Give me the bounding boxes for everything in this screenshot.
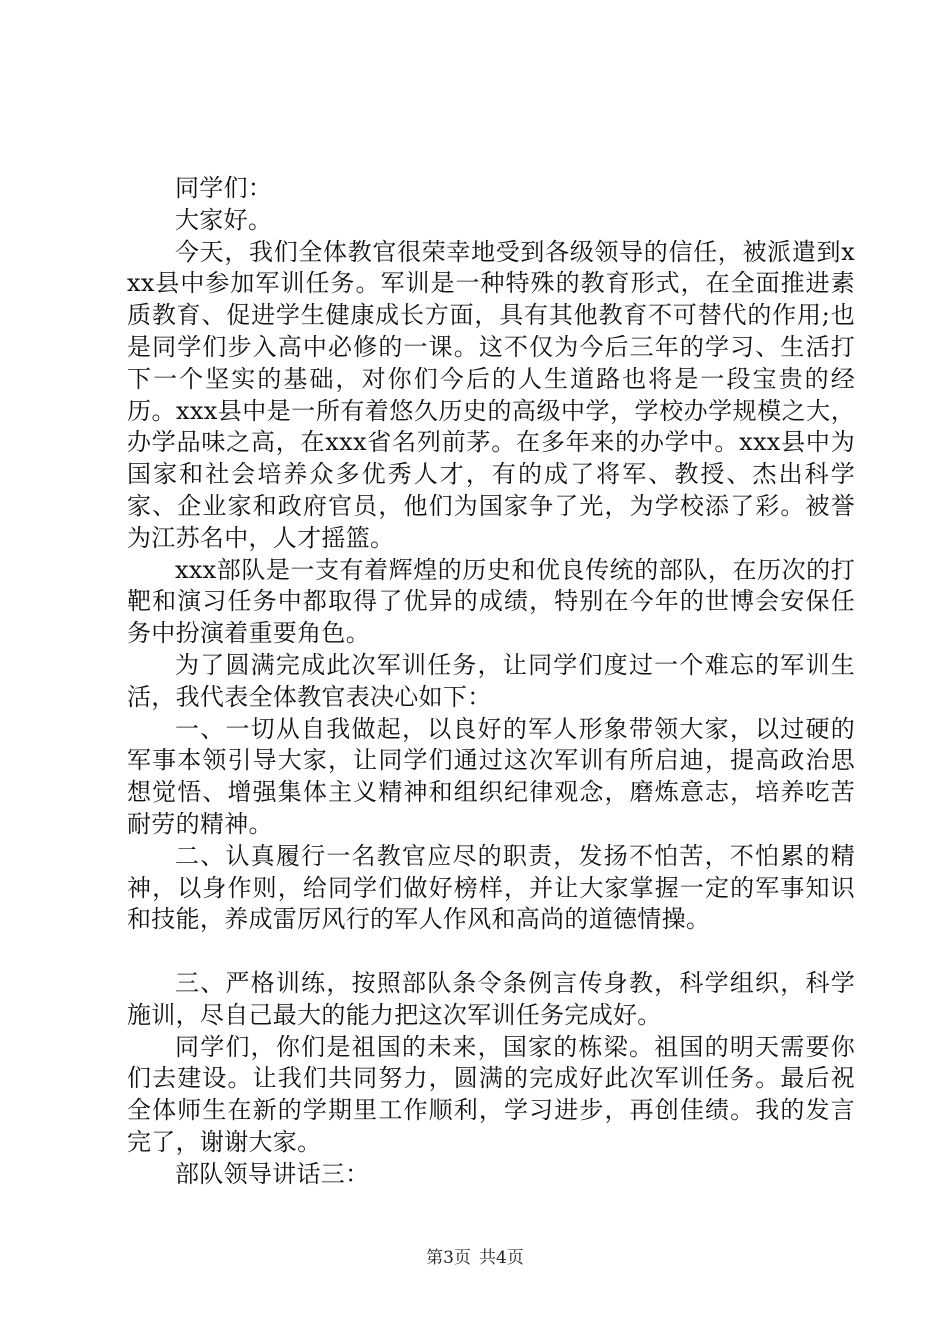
paragraph-point-one: 一、一切从自我做起，以良好的军人形象带领大家，以过硬的军事本领引导大家，让同学们通过这次军训有所启迪，提高政治思想觉悟、增强集体主义精神和组织纪律观念，磨炼意志，培养吃苦耐劳的精神。: [127, 714, 855, 838]
page-total: 共4页: [479, 1248, 524, 1268]
paragraph-point-three: 三、严格训练，按照部队条令条例言传身教，科学组织，科学施训，尽自己最大的能力把这次军训任务完成好。: [127, 968, 855, 1029]
document-body: [127, 173, 855, 1191]
page-number: 第3页: [426, 1248, 471, 1268]
salutation: 同学们：: [175, 174, 273, 202]
section-heading: 部队领导讲话三：: [175, 1159, 370, 1188]
paragraph-point-two: 二、认真履行一名教官应尽的职责，发扬不怕苦，不怕累的精神，以身作则，给同学们做好榜样，并让大家掌握一定的军事知识和技能，养成雷厉风行的军人作风和高尚的道德情操。: [127, 841, 855, 934]
greeting: 大家好。: [175, 205, 273, 234]
paragraph-closing: 同学们，你们是祖国的未来，国家的栋梁。祖国的明天需要你们去建设。让我们共同努力，圆满的完成好此次军训任务。最后祝全体师生在新的学期里工作顺利，学习进步，再创佳绩。我的发言完了，谢谢大家。: [127, 1032, 855, 1156]
paragraph-intro: 今天，我们全体教官很荣幸地受到各级领导的信任，被派遣到xxx县中参加军训任务。军训是一种特殊的教育形式，在全面推进素质教育、促进学生健康成长方面，具有其他教育不可替代的作用;也是同学们步入高中必修的一课。这不仅为今后三年的学习、生活打下一个坚实的基础，对你们今后的人生道路也将是一段宝贵的经历。xxx县中是一所有着悠久历史的高级中学，学校办学规模之大，办学品味之高，在xxx省名列前茅。在多年来的办学中。xxx县中为国家和社会培养众多优秀人才，有的成了将军、教授、杰出科学家、企业家和政府官员，他们为国家争了光，为学校添了彩。被誉为江苏名中，人才摇篮。: [127, 237, 855, 552]
page-footer: [0, 1243, 950, 1268]
paragraph-resolve: 为了圆满完成此次军训任务，让同学们度过一个难忘的军训生活，我代表全体教官表决心如下：: [127, 650, 855, 711]
paragraph-unit: xxx部队是一支有着辉煌的历史和优良传统的部队，在历次的打靶和演习任务中都取得了优异的成绩，特别在今年的世博会安保任务中扮演着重要角色。: [127, 555, 855, 648]
